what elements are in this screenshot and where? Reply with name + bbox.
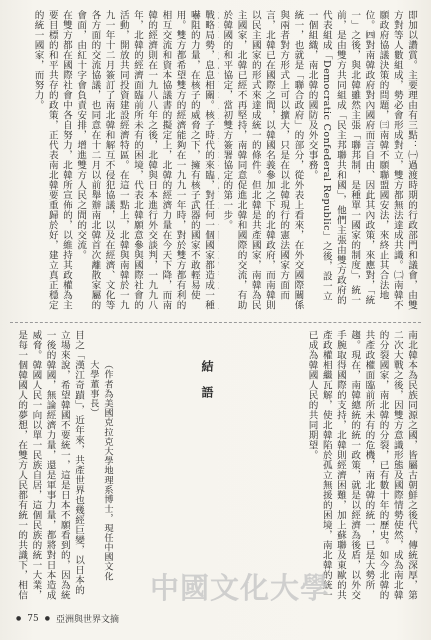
bullet-icon: ● <box>16 615 22 622</box>
article-column-bottom-left: 目之「漢江奇蹟」，近年來，共產世界也幾經巨變，以日本的立場來說，希望韓國不要統一，這是日本不願看到的，因為統一後的韓國，無論經濟力量，還是軍事力量，都將對日本造成威脅。韓國人民一向以單一民族自居，這個民族的統一大業，是每一個韓國人的夢想，在雙方人民都有統一的共識下，相信 <box>16 330 84 600</box>
page-number: 75 <box>27 613 39 624</box>
journal-name: 亞洲與世界文摘 <box>55 615 119 625</box>
column-divider <box>10 322 421 323</box>
watermark: 中國文化大學 <box>150 571 331 605</box>
article-column-top-left: 戰略局勢，息息相關。核子時代的來臨，對任何一個國家都造成一種嚇阻的力量，在核子的威脅之下，擁有核子武器的國家不敢輕易使用。雙方都希望雙方的經濟能夠在一九九一年時，對於雙方都有利的相互交流和資本協議書的擬定上，北韓的經濟力量在今天下降，而南韓的經濟則在一九八八年之後，北韓與日本進行外交談判，一九九八年，北韓的經濟面臨前所未有的困境，代表北韓願意參與國際社會的活動，開放共同投資建設經濟特區。在這一點上，北韓與南韓於一九九一年十二月簽訂了南北韓和解互不侵犯協議，以及在經濟、文化等各方面的交流協議，也同意在十二月以前舉辦南北韓首次離散家屬的會面，由紅十字會負責安排，增進雙方人民之間的交流。 在雙方都在國際社會中各自努力，北韓所宣佈的，以維持其政權為主要目標的和平共存的政策，正代表南北韓要重歸於好，建立真正穩定的統一國家，而努力。 <box>32 10 214 310</box>
author-credit: （作者為美國克拉克大學地理系博士，現任中國文化大學董事長） <box>87 360 113 581</box>
bullet-icon: ● <box>44 615 50 622</box>
article-column-bottom-right: 南北韓本為民族同源之國，皆屬古朝鮮之後代，傳統深厚，第二次大戰之後，因雙方意識形態及國際情勢使然，成為南北韓的分裂國家，南北韓的分裂，已有數十年的歷史。如今北韓的共產政權面臨前所未有的危機，南北韓的統一，已是大勢所趨。現在，南韓總統的統一政策，就是以經濟為後盾，以外交手腕取得國際的支持，北韓則經濟困難，加上蘇聯及東歐的共產政權相繼瓦解，使北韓陷於孤立無援的困境，南北韓的統一已成為韓國人民的共同期望。 <box>306 330 417 600</box>
section-heading: 結語 <box>200 360 214 412</box>
page-footer <box>16 612 119 625</box>
article-column-top-right: 即加以讚賞。主要理由有三點：㈠過渡時期的行政部門和議會，由雙方對等人數組成，勢必會形成對立，雙方都無法達成共識。㈡南韓不願政府協議決策的問題，㈢南韓不願聯盟國安法，來終止其合法地位。㈣對南韓政府對內國府而言自由、因此其內政策，來應對，「統一」之後，與北韓雖然主張「聯邦制，是種單一國家的制度」，統一前，是由雙方共同組成「民主邦聯共和國」，他們主張由雙方政府的代表組成「Democratic Confederal Republic」之後，設一立一個組織，南北韓的國防及外交事務。 統一，也就是「聯合政府」的部分，從外表上看來，在外交國際關係與兩者對方形式上可以擴大，只是在以北韓現行的憲法國家方面而言，北韓已在國際之間，以韓國名義參加之下的北韓政府，而南韓則以民主國家的形式來達成統一的條件。但北韓是共產國家，南韓為民主國家，北韓已經不再堅持，南韓同意促進北韓和國際的交流，有助於韓國的和平協定，當初雙方簽署協定的第一步。 <box>221 10 417 310</box>
